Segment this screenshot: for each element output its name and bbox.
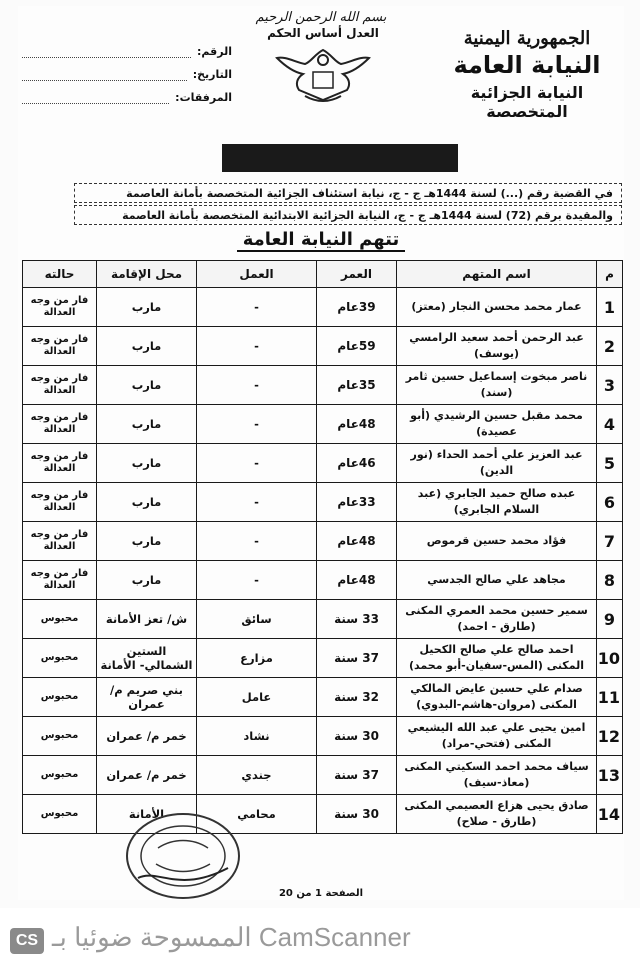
header-meta (22, 40, 232, 109)
accuses-title-text: تتهم النيابة العامة (237, 229, 406, 252)
row-age: 37 سنة (317, 639, 397, 678)
row-name: محمد مقبل حسين الرشيدي (أبو عصيدة) (397, 405, 597, 444)
table-row (23, 717, 623, 756)
row-status: فار من وجه العدالة (23, 522, 97, 561)
row-residence: خمر م/ عمران (97, 717, 197, 756)
row-num: 9 (597, 600, 623, 639)
attachments-row (22, 86, 232, 109)
row-job: مزارع (197, 639, 317, 678)
ref-label: الرقم: (197, 45, 232, 58)
row-age: 39عام (317, 288, 397, 327)
row-residence: الستين الشمالي- الأمانة (97, 639, 197, 678)
row-name: فؤاد محمد حسين قرموص (397, 522, 597, 561)
row-age: 33عام (317, 483, 397, 522)
col-status-header: حالته (23, 261, 97, 288)
row-num: 8 (597, 561, 623, 600)
table-header-row (23, 261, 623, 288)
row-num: 11 (597, 678, 623, 717)
row-residence: مارب (97, 444, 197, 483)
row-name: صدام علي حسين عايض المالكي المكنى (مروان-هاشم-البدوي) (397, 678, 597, 717)
row-name: امين يحيى علي عبد الله اليشيعي المكنى (فتحي-مراد) (397, 717, 597, 756)
row-num: 5 (597, 444, 623, 483)
row-residence: مارب (97, 327, 197, 366)
col-name-header: اسم المتهم (397, 261, 597, 288)
row-num: 7 (597, 522, 623, 561)
row-num: 6 (597, 483, 623, 522)
row-age: 30 سنة (317, 795, 397, 834)
header-center (248, 26, 398, 106)
row-num: 2 (597, 327, 623, 366)
row-job: نشاد (197, 717, 317, 756)
row-status: محبوس (23, 717, 97, 756)
row-job: جندي (197, 756, 317, 795)
date-row (22, 63, 232, 86)
table-row (23, 444, 623, 483)
table-row (23, 561, 623, 600)
col-num-header: م (597, 261, 623, 288)
row-residence: مارب (97, 561, 197, 600)
row-status: فار من وجه العدالة (23, 327, 97, 366)
row-name: سمير حسين محمد العمري المكنى (طارق - احمد) (397, 600, 597, 639)
bismillah: بسم الله الرحمن الرحيم (255, 10, 387, 25)
table-row (23, 327, 623, 366)
row-status: محبوس (23, 756, 97, 795)
table-row (23, 795, 623, 834)
row-job: - (197, 288, 317, 327)
row-residence: مارب (97, 483, 197, 522)
header-issuer (432, 28, 622, 121)
row-age: 33 سنة (317, 600, 397, 639)
page-footer: الصفحة 1 من 20 (278, 888, 364, 899)
row-status: محبوس (23, 639, 97, 678)
row-residence: مارب (97, 522, 197, 561)
row-status: فار من وجه العدالة (23, 288, 97, 327)
row-num: 4 (597, 405, 623, 444)
row-job: - (197, 444, 317, 483)
row-num: 14 (597, 795, 623, 834)
row-age: 30 سنة (317, 717, 397, 756)
motto: العدل أساس الحكم (267, 26, 379, 40)
row-name: ناصر مبخوت إسماعيل حسين ثامر (سند) (397, 366, 597, 405)
row-job: - (197, 522, 317, 561)
attachments-line (22, 91, 169, 104)
row-residence: مارب (97, 405, 197, 444)
row-num: 1 (597, 288, 623, 327)
row-job: محامي (197, 795, 317, 834)
date-line (22, 68, 187, 81)
scanner-watermark-text: الممسوحة ضوئيا بـ CamScanner (52, 922, 411, 952)
row-residence: الأمانة (97, 795, 197, 834)
row-job: سائق (197, 600, 317, 639)
row-age: 35عام (317, 366, 397, 405)
row-status: محبوس (23, 678, 97, 717)
redacted-title-bar (222, 144, 458, 172)
row-status: محبوس (23, 600, 97, 639)
row-job: - (197, 327, 317, 366)
row-name: عبد العزيز علي أحمد الحداء (نور الدين) (397, 444, 597, 483)
accuses-title (18, 229, 624, 250)
row-name: مجاهد علي صالح الجدسي (397, 561, 597, 600)
row-job: - (197, 483, 317, 522)
round-stamp-icon (118, 808, 248, 904)
row-name: عبده صالح حميد الجابري (عبد السلام الجابري) (397, 483, 597, 522)
row-status: فار من وجه العدالة (23, 483, 97, 522)
row-age: 59عام (317, 327, 397, 366)
row-name: عبد الرحمن أحمد سعيد الرامسي (يوسف) (397, 327, 597, 366)
table-row (23, 639, 623, 678)
department-name: النيابة الجزائية المتخصصة (470, 83, 584, 121)
row-status: فار من وجه العدالة (23, 561, 97, 600)
row-age: 32 سنة (317, 678, 397, 717)
table-row (23, 522, 623, 561)
row-residence: خمر م/ عمران (97, 756, 197, 795)
defendants-table (22, 260, 623, 834)
camscanner-logo-icon: CS (10, 928, 44, 954)
row-residence: مارب (97, 288, 197, 327)
row-name: سياف محمد احمد السكيتي المكنى (معاذ-سيف) (397, 756, 597, 795)
row-status: فار من وجه العدالة (23, 405, 97, 444)
row-age: 37 سنة (317, 756, 397, 795)
col-residence-header: محل الإقامة (97, 261, 197, 288)
table-row (23, 288, 623, 327)
ref-row (22, 40, 232, 63)
ref-line (22, 45, 191, 58)
table-row (23, 600, 623, 639)
document-page (18, 6, 624, 900)
row-num: 13 (597, 756, 623, 795)
attachments-label: المرفقات: (175, 91, 232, 104)
office-name: النيابة العامة (453, 51, 601, 79)
row-status: فار من وجه العدالة (23, 444, 97, 483)
table-row (23, 366, 623, 405)
row-job: عامل (197, 678, 317, 717)
table-row (23, 678, 623, 717)
table-row (23, 405, 623, 444)
row-num: 10 (597, 639, 623, 678)
row-name: صادق يحيى هزاع العصيمي المكنى (طارق - صلاح) (397, 795, 597, 834)
country-name: الجمهورية اليمنية (463, 28, 591, 49)
col-job-header: العمل (197, 261, 317, 288)
row-num: 12 (597, 717, 623, 756)
row-job: - (197, 366, 317, 405)
row-age: 48عام (317, 522, 397, 561)
row-residence: ش/ تعز الأمانة (97, 600, 197, 639)
col-age-header: العمر (317, 261, 397, 288)
table-row (23, 756, 623, 795)
case-line-1: في القضية رقم (...) لسنة 1444هـ ج - ج، نيابة استئناف الجزائية المتخصصة بأمانة العاصمة (74, 183, 622, 203)
case-line-2: والمقيدة برقم (72) لسنة 1444هـ ج - ج، النيابة الجزائية الابتدائية المتخصصة بأمانة العاصمة (74, 205, 622, 225)
row-job: - (197, 561, 317, 600)
date-label: التاريخ: (192, 68, 232, 81)
row-age: 48عام (317, 405, 397, 444)
row-job: - (197, 405, 317, 444)
row-status: فار من وجه العدالة (23, 366, 97, 405)
row-age: 46عام (317, 444, 397, 483)
row-name: عمار محمد محسن النجار (معتز) (397, 288, 597, 327)
row-residence: مارب (97, 366, 197, 405)
table-row (23, 483, 623, 522)
row-residence: بني صريم م/ عمران (97, 678, 197, 717)
row-status: محبوس (23, 795, 97, 834)
row-num: 3 (597, 366, 623, 405)
row-name: احمد صالح علي صالح الكحيل المكنى (المس-سفيان-أبو محمد) (397, 639, 597, 678)
eagle-emblem-icon (275, 44, 371, 106)
row-age: 48عام (317, 561, 397, 600)
